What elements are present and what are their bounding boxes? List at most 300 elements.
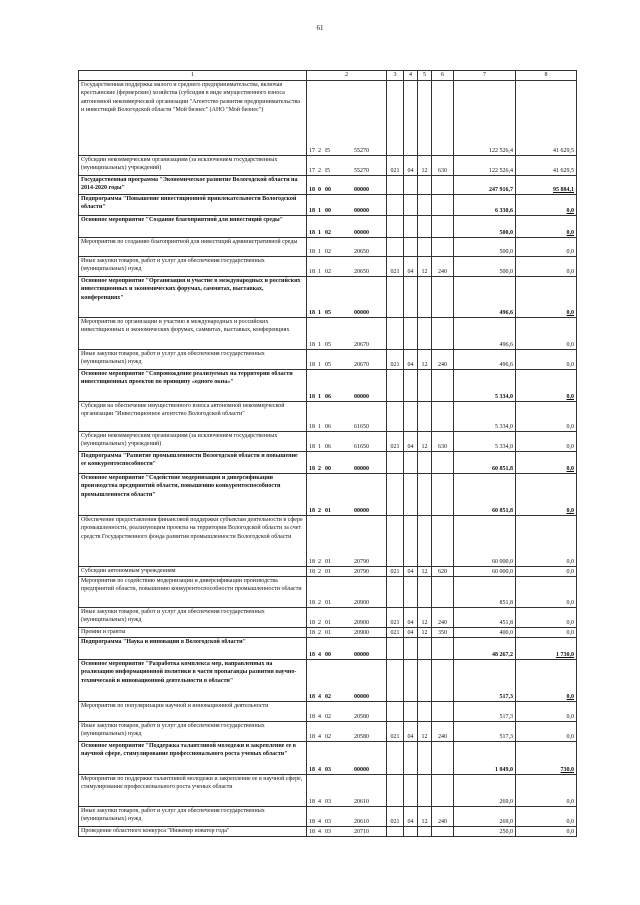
code-part-k1: 18 xyxy=(309,599,315,606)
row-col-3 xyxy=(387,176,404,195)
code-part-k4: 20900 xyxy=(354,599,369,606)
row-code xyxy=(307,474,387,516)
code-part-k1: 18 xyxy=(309,651,315,658)
row-col-3: 021 xyxy=(387,807,404,827)
code-part-k3: 05 xyxy=(325,309,331,316)
row-value-7: 5 334,0 xyxy=(454,370,516,402)
table-row xyxy=(79,628,577,638)
row-col-6 xyxy=(432,827,454,837)
row-value-8: 0,0 xyxy=(516,238,577,257)
row-col-4 xyxy=(404,702,418,722)
row-name: Мероприятия по организации и участию в международных и российских инвестиционных и экономических форумах, саммитах, выставках, конференциях xyxy=(79,318,307,350)
row-col-6 xyxy=(432,277,454,318)
row-name: Подпрограмма "Наука и инновации в Вологодской области" xyxy=(79,638,307,660)
row-code xyxy=(307,516,387,567)
code-part-k3: 03 xyxy=(325,766,331,773)
row-col-3 xyxy=(387,474,404,516)
row-value-7: 5 334,0 xyxy=(454,402,516,432)
row-value-8: 0,0 xyxy=(516,350,577,370)
row-value-8: 0,0 xyxy=(516,702,577,722)
row-name: Субсидии некоммерческим организациям (за исключением государственных (муниципальных) учреждений) xyxy=(79,156,307,176)
table-row xyxy=(79,775,577,807)
row-name: Государственная поддержка малого и среднего предпринимательства, включая крестьянские (фермерские) хозяйства (субсидия в виде имущественного взноса автономной некоммерческой организации "Агентство развития предпринимательства и инвестиций Вологодской области "Мой бизнес" (АНО "Мой бизнес") xyxy=(79,81,307,156)
code-part-k2: 0 xyxy=(318,186,321,193)
row-col-5 xyxy=(418,775,432,807)
table-row xyxy=(79,195,577,216)
code-part-k2: 2 xyxy=(318,558,321,565)
code-part-k3: 02 xyxy=(325,229,331,236)
row-col-3: 021 xyxy=(387,257,404,277)
row-value-7: 517,3 xyxy=(454,660,516,702)
table-row xyxy=(79,402,577,432)
code-part-k1: 18 xyxy=(309,568,315,575)
code-part-k2: 1 xyxy=(318,229,321,236)
row-value-8: 0,0 xyxy=(516,807,577,827)
code-part-k2: 2 xyxy=(318,619,321,626)
row-value-7: 1 849,0 xyxy=(454,742,516,775)
row-name: Основное мероприятие "Сопровождение реализуемых на территории области инвестиционных проектов по принципу «одного окна»" xyxy=(79,370,307,402)
table-row xyxy=(79,807,577,827)
row-col-4: 04 xyxy=(404,722,418,742)
code-part-k2: 4 xyxy=(318,693,321,700)
row-code xyxy=(307,628,387,638)
code-part-k3: 06 xyxy=(325,443,331,450)
row-code xyxy=(307,660,387,702)
row-value-7: 48 267,2 xyxy=(454,638,516,660)
code-part-k1: 18 xyxy=(309,558,315,565)
code-part-k3: I5 xyxy=(325,147,330,154)
row-col-5 xyxy=(418,318,432,350)
row-col-4: 04 xyxy=(404,628,418,638)
row-code xyxy=(307,195,387,216)
row-code xyxy=(307,742,387,775)
code-part-k1: 18 xyxy=(309,229,315,236)
table-row xyxy=(79,216,577,238)
row-value-8: 0,0 xyxy=(516,827,577,837)
table-row xyxy=(79,156,577,176)
row-value-7: 60 000,0 xyxy=(454,516,516,567)
row-col-3: 021 xyxy=(387,432,404,452)
code-part-k2: 1 xyxy=(318,443,321,450)
row-value-8: 0,0 xyxy=(516,452,577,474)
row-col-6 xyxy=(432,516,454,567)
row-col-3: 021 xyxy=(387,628,404,638)
row-col-3: 021 xyxy=(387,350,404,370)
row-col-6 xyxy=(432,238,454,257)
row-col-4 xyxy=(404,370,418,402)
table-row xyxy=(79,318,577,350)
row-name: Основное мероприятие "Создание благоприятной для инвестиций среды" xyxy=(79,216,307,238)
row-col-6 xyxy=(432,370,454,402)
row-col-5: 12 xyxy=(418,350,432,370)
code-part-k4: 20900 xyxy=(354,629,369,636)
code-part-k4: 20650 xyxy=(354,248,369,255)
row-value-8: 0,0 xyxy=(516,775,577,807)
row-col-3 xyxy=(387,516,404,567)
row-col-4: 04 xyxy=(404,608,418,628)
code-part-k4: 00000 xyxy=(354,507,369,514)
row-col-5 xyxy=(418,176,432,195)
table-row xyxy=(79,452,577,474)
code-part-k4: 00000 xyxy=(354,229,369,236)
row-col-3 xyxy=(387,742,404,775)
page-number: 61 xyxy=(316,24,324,32)
row-name: Мероприятия по популяризации научной и инновационной деятельности xyxy=(79,702,307,722)
row-col-5 xyxy=(418,638,432,660)
row-col-3 xyxy=(387,775,404,807)
row-code xyxy=(307,350,387,370)
code-part-k3: 00 xyxy=(325,651,331,658)
table-row xyxy=(79,827,577,837)
row-value-7: 500,0 xyxy=(454,257,516,277)
row-value-8: 0,0 xyxy=(516,660,577,702)
code-part-k4: 20790 xyxy=(354,568,369,575)
row-col-4 xyxy=(404,216,418,238)
code-part-k4: 20790 xyxy=(354,558,369,565)
code-part-k3: 01 xyxy=(325,629,331,636)
table-row xyxy=(79,370,577,402)
table-row xyxy=(79,238,577,257)
row-code xyxy=(307,370,387,402)
code-part-k3: 00 xyxy=(325,186,331,193)
row-col-4 xyxy=(404,775,418,807)
row-col-5 xyxy=(418,238,432,257)
row-col-6: 240 xyxy=(432,257,454,277)
row-col-4 xyxy=(404,660,418,702)
row-name: Субсидии некоммерческим организациям (за исключением государственных (муниципальных) учреждений) xyxy=(79,432,307,452)
code-part-k4: 00000 xyxy=(354,393,369,400)
table-row xyxy=(79,350,577,370)
row-col-3 xyxy=(387,452,404,474)
row-name: Иные закупки товаров, работ и услуг для обеспечения государственных (муниципальных) нужд xyxy=(79,608,307,628)
code-part-k4: 00000 xyxy=(354,186,369,193)
code-part-k1: 18 xyxy=(309,443,315,450)
row-col-4 xyxy=(404,577,418,608)
row-col-4 xyxy=(404,474,418,516)
table-row xyxy=(79,577,577,608)
row-col-5 xyxy=(418,452,432,474)
header-col-7: 7 xyxy=(454,71,516,81)
table-row xyxy=(79,474,577,516)
row-value-7: 496,6 xyxy=(454,318,516,350)
code-part-k3: 06 xyxy=(325,423,331,430)
row-col-6: 240 xyxy=(432,608,454,628)
code-part-k4: 20610 xyxy=(354,798,369,805)
code-part-k1: 18 xyxy=(309,361,315,368)
row-value-8: 0,0 xyxy=(516,318,577,350)
row-col-3 xyxy=(387,81,404,156)
code-part-k2: 2 xyxy=(318,167,321,174)
code-part-k3: 03 xyxy=(325,828,331,835)
code-part-k2: 1 xyxy=(318,309,321,316)
code-part-k2: 1 xyxy=(318,361,321,368)
row-value-7: 60 851,8 xyxy=(454,474,516,516)
code-part-k4: 20670 xyxy=(354,361,369,368)
row-value-8: 41 629,5 xyxy=(516,156,577,176)
code-part-k3: 01 xyxy=(325,558,331,565)
row-code xyxy=(307,775,387,807)
row-col-6: 630 xyxy=(432,156,454,176)
code-part-k1: 18 xyxy=(309,766,315,773)
code-part-k1: 17 xyxy=(309,167,315,174)
table-row xyxy=(79,742,577,775)
code-part-k3: 02 xyxy=(325,713,331,720)
row-value-7: 269,0 xyxy=(454,807,516,827)
row-value-8: 0,0 xyxy=(516,216,577,238)
code-part-k2: 1 xyxy=(318,423,321,430)
code-part-k1: 18 xyxy=(309,186,315,193)
row-col-5: 12 xyxy=(418,807,432,827)
row-col-5: 12 xyxy=(418,628,432,638)
table-row xyxy=(79,567,577,577)
row-name: Обеспечение предоставления финансовой поддержки субъектам деятельности в сфере промышленности, реализующим проекты на территории Вологодской области за счет средств Государственного фонда развития промышленности Вологодской области xyxy=(79,516,307,567)
code-part-k1: 18 xyxy=(309,423,315,430)
code-part-k4: 20710 xyxy=(354,828,369,835)
table-row xyxy=(79,702,577,722)
row-name: Подпрограмма "Повышение инвестиционной привлекательности Вологодской области" xyxy=(79,195,307,216)
row-value-8: 730,0 xyxy=(516,742,577,775)
code-part-k4: 20580 xyxy=(354,713,369,720)
row-value-8: 0,0 xyxy=(516,722,577,742)
row-code xyxy=(307,402,387,432)
row-col-6: 630 xyxy=(432,432,454,452)
code-part-k4: 20900 xyxy=(354,619,369,626)
code-part-k3: 00 xyxy=(325,207,331,214)
row-col-3 xyxy=(387,216,404,238)
row-value-7: 496,6 xyxy=(454,350,516,370)
row-name: Иные закупки товаров, работ и услуг для обеспечения государственных (муниципальных) нужд xyxy=(79,350,307,370)
code-part-k1: 18 xyxy=(309,629,315,636)
code-part-k4: 00000 xyxy=(354,309,369,316)
row-name: Подпрограмма "Развитие промышленности Вологодской области и повышение ее конкурентоспособности" xyxy=(79,452,307,474)
row-value-7: 517,3 xyxy=(454,722,516,742)
row-value-7: 496,6 xyxy=(454,277,516,318)
row-col-4 xyxy=(404,277,418,318)
code-part-k2: 1 xyxy=(318,393,321,400)
table-row xyxy=(79,660,577,702)
code-part-k1: 18 xyxy=(309,713,315,720)
row-name: Государственная программа "Экономическое развитие Вологодской области на 2014-2020 годы" xyxy=(79,176,307,195)
row-value-8: 1 730,0 xyxy=(516,638,577,660)
code-part-k1: 18 xyxy=(309,309,315,316)
code-part-k3: 02 xyxy=(325,268,331,275)
row-value-7: 400,0 xyxy=(454,628,516,638)
row-value-7: 269,0 xyxy=(454,775,516,807)
row-col-6 xyxy=(432,775,454,807)
header-col-1: 1 xyxy=(79,71,307,81)
row-col-5: 12 xyxy=(418,156,432,176)
row-value-8: 0,0 xyxy=(516,370,577,402)
code-part-k2: 4 xyxy=(318,798,321,805)
code-part-k3: 02 xyxy=(325,733,331,740)
header-col-6: 6 xyxy=(432,71,454,81)
row-code xyxy=(307,702,387,722)
row-value-7: 5 334,0 xyxy=(454,432,516,452)
row-value-7: 247 916,7 xyxy=(454,176,516,195)
row-name: Премии и гранты xyxy=(79,628,307,638)
row-name: Основное мероприятие "Содействие модернизации и диверсификации производства предприятий области, повышению конкурентоспособности промышленности области" xyxy=(79,474,307,516)
row-code xyxy=(307,807,387,827)
table-row xyxy=(79,176,577,195)
row-col-3 xyxy=(387,702,404,722)
row-col-6 xyxy=(432,318,454,350)
code-part-k4: 61650 xyxy=(354,443,369,450)
code-part-k2: 2 xyxy=(318,568,321,575)
table-row xyxy=(79,277,577,318)
row-col-5 xyxy=(418,216,432,238)
row-col-6 xyxy=(432,452,454,474)
row-col-5 xyxy=(418,370,432,402)
code-part-k1: 18 xyxy=(309,828,315,835)
row-col-5: 12 xyxy=(418,432,432,452)
row-col-6 xyxy=(432,702,454,722)
row-code xyxy=(307,577,387,608)
table-row xyxy=(79,608,577,628)
code-part-k1: 18 xyxy=(309,693,315,700)
code-part-k1: 18 xyxy=(309,268,315,275)
row-col-4: 04 xyxy=(404,807,418,827)
code-part-k4: 00000 xyxy=(354,207,369,214)
row-col-3 xyxy=(387,638,404,660)
code-part-k2: 4 xyxy=(318,766,321,773)
row-col-6 xyxy=(432,402,454,432)
row-code xyxy=(307,318,387,350)
row-value-7: 500,0 xyxy=(454,216,516,238)
row-value-7: 451,8 xyxy=(454,608,516,628)
row-value-7: 517,3 xyxy=(454,702,516,722)
row-value-7: 250,0 xyxy=(454,827,516,837)
row-code xyxy=(307,452,387,474)
code-part-k4: 61650 xyxy=(354,423,369,430)
row-value-8: 0,0 xyxy=(516,432,577,452)
row-name: Иные закупки товаров, работ и услуг для обеспечения государственных (муниципальных) нужд xyxy=(79,722,307,742)
header-col-3: 3 xyxy=(387,71,404,81)
code-part-k1: 18 xyxy=(309,507,315,514)
row-col-6 xyxy=(432,195,454,216)
row-col-6 xyxy=(432,81,454,156)
row-col-5 xyxy=(418,474,432,516)
row-col-5 xyxy=(418,660,432,702)
row-value-8: 0,0 xyxy=(516,195,577,216)
code-part-k2: 4 xyxy=(318,818,321,825)
row-value-8: 0,0 xyxy=(516,567,577,577)
row-col-5 xyxy=(418,742,432,775)
code-part-k2: 2 xyxy=(318,599,321,606)
table-row xyxy=(79,638,577,660)
row-col-6: 240 xyxy=(432,350,454,370)
row-col-6 xyxy=(432,474,454,516)
row-name: Иные закупки товаров, работ и услуг для обеспечения государственных (муниципальных) нужд xyxy=(79,807,307,827)
row-name: Проведение областного конкурса "Инженер новатор года" xyxy=(79,827,307,837)
code-part-k2: 2 xyxy=(318,507,321,514)
row-name: Субсидии автономным учреждениям xyxy=(79,567,307,577)
row-code xyxy=(307,257,387,277)
code-part-k3: 03 xyxy=(325,818,331,825)
row-col-5: 12 xyxy=(418,608,432,628)
row-name: Мероприятия по созданию благоприятной для инвестиций административной среды xyxy=(79,238,307,257)
header-col-4: 4 xyxy=(404,71,418,81)
code-part-k4: 20610 xyxy=(354,818,369,825)
row-col-4 xyxy=(404,452,418,474)
row-name: Основное мероприятие "Поддержка талантливой молодежи и закрепление ее в научной сфере, стимулирование профессионального роста ученых области" xyxy=(79,742,307,775)
code-part-k1: 18 xyxy=(309,248,315,255)
row-col-3 xyxy=(387,277,404,318)
code-part-k3: 06 xyxy=(325,393,331,400)
row-col-4: 04 xyxy=(404,567,418,577)
row-col-5 xyxy=(418,81,432,156)
code-part-k2: 4 xyxy=(318,828,321,835)
code-part-k1: 18 xyxy=(309,465,315,472)
row-col-5: 12 xyxy=(418,567,432,577)
row-col-6 xyxy=(432,742,454,775)
row-col-4 xyxy=(404,318,418,350)
row-name: Основное мероприятие "Разработка комплекса мер, направленных на реализацию информационной политики в части пропаганды развития научно-технической и инновационной деятельности в области" xyxy=(79,660,307,702)
table-row xyxy=(79,257,577,277)
row-col-3: 021 xyxy=(387,608,404,628)
row-value-8: 0,0 xyxy=(516,516,577,567)
row-value-8: 41 629,5 xyxy=(516,81,577,156)
code-part-k2: 2 xyxy=(318,629,321,636)
row-code xyxy=(307,827,387,837)
code-part-k2: 4 xyxy=(318,713,321,720)
row-value-7: 60 851,8 xyxy=(454,452,516,474)
row-col-5: 12 xyxy=(418,722,432,742)
code-part-k3: 02 xyxy=(325,248,331,255)
row-col-4 xyxy=(404,81,418,156)
row-col-4 xyxy=(404,742,418,775)
row-code xyxy=(307,216,387,238)
row-col-4: 04 xyxy=(404,432,418,452)
code-part-k1: 18 xyxy=(309,619,315,626)
row-col-6 xyxy=(432,638,454,660)
row-value-8: 0,0 xyxy=(516,402,577,432)
row-col-3 xyxy=(387,660,404,702)
row-code xyxy=(307,81,387,156)
table-row xyxy=(79,81,577,156)
row-col-3: 021 xyxy=(387,567,404,577)
code-part-k4: 00000 xyxy=(354,651,369,658)
row-col-5 xyxy=(418,516,432,567)
row-col-6: 240 xyxy=(432,722,454,742)
row-value-7: 122 526,4 xyxy=(454,81,516,156)
row-col-4: 04 xyxy=(404,257,418,277)
row-col-4 xyxy=(404,176,418,195)
code-part-k4: 00000 xyxy=(354,766,369,773)
code-part-k2: 1 xyxy=(318,207,321,214)
row-col-5 xyxy=(418,277,432,318)
code-part-k4: 00000 xyxy=(354,465,369,472)
row-col-6 xyxy=(432,176,454,195)
code-part-k1: 17 xyxy=(309,147,315,154)
row-value-7: 851,8 xyxy=(454,577,516,608)
row-name: Мероприятия по поддержке талантливой молодежи и закрепление ее в научной сфере, стимулирование профессионального роста ученых области xyxy=(79,775,307,807)
table-row xyxy=(79,516,577,567)
row-col-5 xyxy=(418,195,432,216)
code-part-k3: 01 xyxy=(325,568,331,575)
table-row xyxy=(79,722,577,742)
row-col-4 xyxy=(404,516,418,567)
row-value-8: 0,0 xyxy=(516,577,577,608)
row-col-5 xyxy=(418,702,432,722)
code-part-k3: 03 xyxy=(325,798,331,805)
code-part-k3: 01 xyxy=(325,599,331,606)
code-part-k3: 02 xyxy=(325,693,331,700)
row-col-6: 620 xyxy=(432,567,454,577)
row-code xyxy=(307,432,387,452)
budget-table xyxy=(78,70,577,837)
code-part-k1: 18 xyxy=(309,393,315,400)
code-part-k4: 55270 xyxy=(354,147,369,154)
